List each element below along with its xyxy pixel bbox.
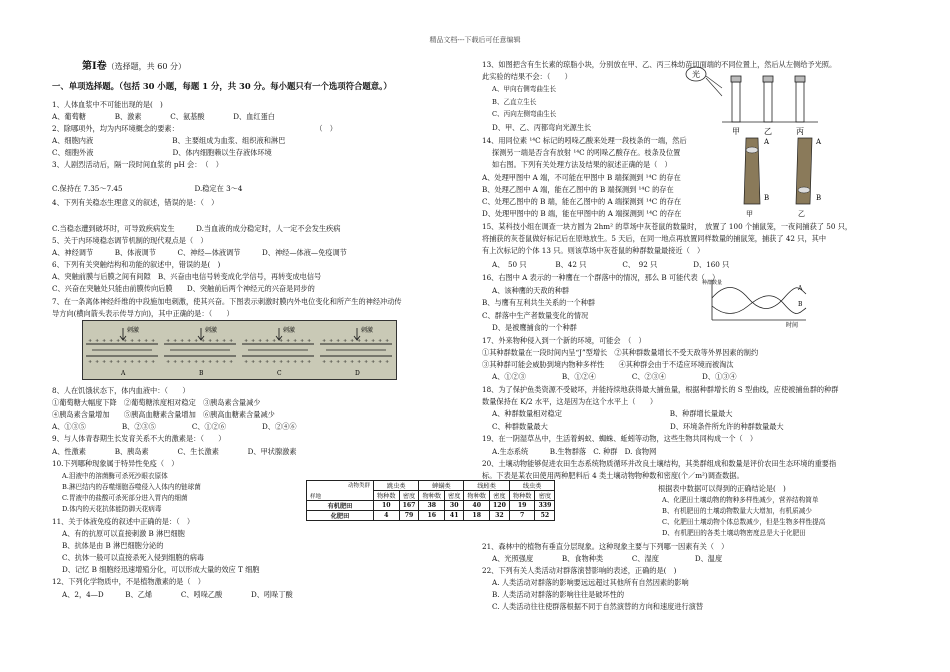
question-line: B、抗体是由 B 淋巴细胞分泌的 — [62, 541, 164, 550]
svg-text:时间: 时间 — [786, 322, 799, 328]
svg-text:+: + — [357, 359, 362, 365]
table-group-header: 蜱螨类 — [419, 481, 464, 491]
seedling-bing-label: 丙 — [796, 127, 804, 136]
question-line: A、2，4—D B、乙烯 C、吲哚乙酸 D、吲哚丁酸 — [62, 590, 293, 599]
question-line: B、与鹰有互利共生关系的一个种群 — [482, 298, 596, 307]
svg-text:+: + — [201, 338, 206, 344]
svg-text:+: + — [343, 359, 348, 365]
stimulus-label: 刺激 — [283, 327, 296, 334]
svg-text:+: + — [95, 359, 100, 365]
question-line: 18、为了保护鱼类资源不受破坏，并能持续地获得最大捕鱼量，根据种群增长的 S 型曲线，应使被捕鱼群的种群 — [482, 385, 839, 394]
svg-text:+: + — [265, 359, 270, 365]
question-line: A、甲向右侧弯曲生长 — [492, 85, 557, 93]
svg-text:+: + — [322, 359, 327, 365]
question-line: A、突触前膜与后膜之间有间隙 B、兴奋由电信号转变成化学信号，再转变成电信号 — [52, 272, 322, 281]
question-line: 此实验的结果不会：（ ） — [482, 72, 572, 81]
page-header: 精品文档---下载后可任意编辑 — [429, 36, 521, 44]
svg-text:+: + — [166, 359, 171, 365]
svg-text:+: + — [272, 359, 277, 365]
question-line: C、处理乙图中的 B 端，能在乙图中的 A 端探测到 ¹⁴C 的存在 — [482, 197, 682, 206]
question-line: D.体内的天花抗体能防御天花病毒 — [62, 505, 162, 513]
question-line: A、种群数量相对稳定 B、种群增长量最大 — [492, 409, 733, 418]
question-line: A、性激素 B、胰岛素 C、生长激素 D、甲状腺激素 — [52, 447, 297, 456]
option-label: A — [121, 370, 126, 377]
table-subheader: 密度 — [535, 491, 555, 501]
question-line: 探测另一端是否含有放射 ¹⁴C 的吲哚乙酸存在。枝条及位置 — [492, 148, 681, 157]
question-line: 3、人剧烈活动后，隔一段时间血浆的 pH 会： （ ） — [52, 160, 223, 169]
svg-text:+: + — [102, 359, 107, 365]
question-line: 16、右图中 A 表示的一种鹰在一个群落中的情况，那么 B 可能代表（ ） — [482, 273, 720, 282]
question-line: 标。下表是某农田使用两种肥料后 4 类土壤动物物种数和密度(个／m²)调查数据。 — [482, 471, 744, 480]
table-subheader: 密度 — [445, 491, 464, 501]
table-subheader: 物种数 — [464, 491, 490, 501]
svg-text:+: + — [350, 359, 355, 365]
question-line: B.淋巴结内的吞噬细胞吞噬侵入人体内的链球菌 — [62, 483, 201, 491]
question-line: 20、土壤动物能够促进农田生态系统物质循环并改良土壤结构，其类群组成和数量是评价农田生态环境的重要指 — [482, 459, 837, 468]
svg-text:+: + — [166, 338, 171, 344]
svg-text:+: + — [88, 359, 93, 365]
svg-text:+: + — [378, 359, 383, 365]
svg-text:+: + — [229, 359, 234, 365]
svg-text:+: + — [300, 338, 305, 344]
question-line: C、细胞外液 D、体内细胞赖以生存液体环境 — [52, 148, 272, 157]
svg-text:+: + — [95, 338, 100, 344]
option-label: C — [277, 370, 282, 377]
svg-text:+: + — [201, 359, 206, 365]
svg-text:+: + — [123, 359, 128, 365]
question-line: A.生态系统 B.生物群落 C. 种群 D. 食物网 — [492, 447, 657, 456]
svg-text:+: + — [144, 338, 149, 344]
question-line: C、抗体一般可以直接杀死入侵到细胞的病毒 — [62, 553, 205, 562]
question-line: A、①②③ B、①②④ C、②③④ D、①③④ — [492, 372, 737, 381]
light-label: 光 — [692, 70, 700, 79]
question-line: A、神经调节 B、体液调节 C、神经—体液调节 D、神经—体液—免疫调节 — [52, 248, 347, 257]
svg-text:+: + — [329, 338, 334, 344]
svg-text:+: + — [102, 338, 107, 344]
svg-text:+: + — [187, 359, 192, 365]
table-row: 化肥田 4 79 16 41 18 32 7 52 — [307, 511, 555, 521]
soil-animal-table — [306, 480, 555, 521]
stimulus-label: 刺激 — [127, 327, 140, 334]
svg-text:+: + — [385, 338, 390, 344]
svg-text:+: + — [258, 338, 263, 344]
svg-text:+: + — [116, 359, 121, 365]
question-line: 5、关于内环境稳态调节机制的现代观点是（ ） — [52, 236, 208, 245]
question-line: D、记忆 B 细胞经迅速增殖分化，可以形成大量的效应 T 细胞 — [62, 565, 260, 574]
question-line: A、化肥田土壤动物的物种多样性减少，营养结构简单 — [662, 496, 819, 504]
svg-text:+: + — [173, 338, 178, 344]
table-group-header: 线虫类 — [509, 481, 554, 491]
svg-text:+: + — [244, 359, 249, 365]
question-line: A、 50 只 B、42 只 C、 92 只 D、160 只 — [492, 260, 730, 269]
question-line: 9、与人体青春期生长发育关系不大的激素是：（ ） — [52, 434, 226, 443]
question-line: 13、如图把含有生长素的琼脂小块，分别放在甲、乙、丙三株幼苗切面端的不同位置上，然后从左侧给予光照。 — [482, 60, 837, 69]
table-subheader: 物种数 — [419, 491, 445, 501]
branch-figure — [732, 134, 842, 220]
question-line: C、兴奋在突触处只能由前膜传向后膜 D、突触前后两个神经元的兴奋是同步的 — [52, 284, 315, 293]
question-line: 4、下列有关稳态生理意义的叙述，错误的是：（ ） — [52, 198, 219, 207]
svg-text:乙: 乙 — [798, 210, 805, 218]
svg-text:A: A — [798, 285, 803, 292]
stimulus-label: 刺激 — [205, 327, 218, 334]
question-line: A. 人类活动对群落的影响要远远超过其他所有自然因素的影响 — [492, 578, 689, 587]
svg-text:+: + — [357, 338, 362, 344]
table-group-header: 跳虫类 — [374, 481, 419, 491]
question-line: 2、除哪项外，均为内环境概念的要素： （ ） — [52, 124, 337, 133]
question-line: C、种群数量最大 D、环境条件所允许的种群数量最大 — [492, 422, 784, 431]
nerve-fiber-figure — [82, 320, 397, 380]
svg-text:+: + — [215, 338, 220, 344]
question-line: 导方向(横向箭头表示传导方向)，其中正确的是：（ ） — [52, 309, 234, 318]
question-line: C. 人类活动往往使群落根据不同于自然演替的方向和速度进行演替 — [492, 602, 704, 611]
svg-text:+: + — [371, 338, 376, 344]
question-line: 1、人体血浆中不可能出现的是( ) — [52, 100, 163, 109]
svg-text:+: + — [279, 359, 284, 365]
svg-text:+: + — [229, 338, 234, 344]
table-group-header: 线蚓类 — [464, 481, 509, 491]
question-line: 如右图。下列有关处理方法及结果的叙述正确的是（ ） — [492, 160, 672, 169]
svg-text:+: + — [286, 338, 291, 344]
option-label: B — [199, 370, 204, 377]
svg-text:+: + — [244, 338, 249, 344]
question-line: A、处理甲图中 A 端，不可能在甲图中 B 端探测到 ¹⁴C 的存在 — [482, 173, 681, 182]
svg-text:B: B — [764, 194, 770, 202]
question-line: 12、下列化学物质中，不是植物激素的是（ ） — [52, 577, 205, 586]
question-line: ①葡萄糖大幅度下降 ②葡萄糖浓度相对稳定 ③胰岛素含量减少 — [52, 398, 261, 407]
svg-text:+: + — [364, 338, 369, 344]
svg-text:+: + — [350, 338, 355, 344]
svg-text:+: + — [300, 359, 305, 365]
table-row: 有机肥田 10 167 38 30 40 120 19 339 — [307, 501, 555, 511]
svg-text:+: + — [293, 359, 298, 365]
question-line: ④胰岛素含量增加 ⑤胰高血糖素含量增加 ⑥胰高血糖素含量减少 — [52, 410, 275, 419]
svg-text:+: + — [251, 359, 256, 365]
option-label: D — [355, 370, 360, 377]
question-line: 根据表中数据可以得到的正确结论是( ) — [658, 484, 786, 493]
svg-text:+: + — [88, 338, 93, 344]
svg-text:+: + — [371, 359, 376, 365]
question-line: 17、外来物种侵入到一个新的环境，可能会 （ ） — [482, 336, 646, 345]
svg-text:+: + — [378, 338, 383, 344]
svg-text:+: + — [208, 359, 213, 365]
question-line: 数量保持在 K/2 水平，这是因为在这个水平上（ ） — [482, 397, 658, 406]
question-line: A、有的抗原可以直接刺激 B 淋巴细胞 — [62, 529, 185, 538]
svg-text:+: + — [385, 359, 390, 365]
svg-text:+: + — [343, 338, 348, 344]
question-line: C、丙向左侧弯曲生长 — [492, 110, 557, 118]
svg-text:+: + — [322, 338, 327, 344]
svg-text:+: + — [187, 338, 192, 344]
svg-text:+: + — [222, 338, 227, 344]
section-heading: 一、单项选择题。（包括 30 小题，每题 1 分，共 30 分。每小题只有一个选项符合题意。） — [52, 81, 392, 91]
svg-text:甲: 甲 — [746, 210, 753, 218]
svg-text:B: B — [816, 194, 822, 202]
svg-text:+: + — [279, 338, 284, 344]
table-subheader: 密度 — [489, 491, 509, 501]
question-line: C.胃液中的盐酸可杀死部分进入胃内的细菌 — [62, 494, 188, 502]
svg-text:+: + — [130, 338, 135, 344]
svg-text:+: + — [180, 338, 185, 344]
question-line: C.当稳态遭到破坏时，可导致疾病发生 D.当血液的成分稳定时，人一定不会发生疾病 — [52, 224, 341, 233]
question-line: D、是被鹰捕食的一个种群 — [492, 323, 577, 332]
question-line: D、甲、乙、丙都弯向光源生长 — [492, 123, 592, 132]
svg-text:+: + — [109, 338, 114, 344]
svg-text:种群数量: 种群数量 — [702, 280, 723, 286]
question-line: B、有机肥田的土壤动物数量大大增加，有机质减少 — [662, 507, 812, 515]
table-subheader: 密度 — [399, 491, 419, 501]
question-line: ③其种群可能会威胁到境内物种多样性 ④其种群会由于不适应环境而被淘汰 — [482, 360, 734, 369]
question-line: C、化肥田土壤动物个体总数减少，但是生物多样性提高 — [662, 518, 826, 526]
svg-text:+: + — [137, 359, 142, 365]
part-title: 第Ⅰ卷（选择题，共 60 分） — [82, 61, 186, 72]
question-line: 7、在一条离体神经纤维的中段施加电刺激，使其兴奋。下图表示刺激时膜内外电位变化和所产生的神经冲动传 — [52, 297, 402, 306]
seedling-jia-label: 甲 — [732, 127, 740, 136]
svg-text:+: + — [265, 338, 270, 344]
svg-text:+: + — [137, 338, 142, 344]
svg-text:+: + — [286, 359, 291, 365]
svg-text:+: + — [109, 359, 114, 365]
question-line: 22、下列有关人类活动对群落演替影响的表述，正确的是( ) — [482, 566, 677, 575]
svg-text:+: + — [336, 359, 341, 365]
question-line: 11、关于体液免疫的叙述中正确的是：（ ） — [52, 517, 195, 526]
svg-text:+: + — [123, 338, 128, 344]
question-line: C.保持在 7.35～7.45 D.稳定在 3～4 — [52, 184, 243, 193]
question-line: D、处理甲图中的 B 端，能在甲图中的 A 端探测到 ¹⁴C 的存在 — [482, 209, 682, 218]
svg-text:A: A — [764, 138, 770, 146]
table-subheader: 物种数 — [374, 491, 400, 501]
svg-text:+: + — [180, 359, 185, 365]
svg-text:+: + — [258, 359, 263, 365]
seedling-figure — [682, 62, 822, 137]
question-line: 14、用同位素 ¹⁴C 标记的吲哚乙酸来处理一段枝条的一端，然后 — [482, 136, 687, 145]
question-line: A、细胞内液 B、主要组成为血浆、组织液和淋巴 — [52, 136, 286, 145]
question-line: 有上次标记的个体 13 只。则该草场中灰苍鼠的种群数量最接近（ ） — [482, 246, 705, 255]
svg-text:+: + — [222, 359, 227, 365]
question-line: B. 人类活动对群落的影响往往是破坏性的 — [492, 590, 625, 599]
table-corner-cell: 动物类群 样地 — [307, 481, 374, 501]
svg-text:+: + — [208, 338, 213, 344]
question-line: 19、在一阴湿草丛中，生活着蚂蚁、蜘蛛、蚯蚓等动物，这些生物共同构成一个（ ） — [482, 434, 758, 443]
question-line: A、葡萄糖 B、激素 C、氨基酸 D、血红蛋白 — [52, 112, 275, 121]
svg-text:+: + — [336, 338, 341, 344]
svg-text:A: A — [816, 138, 822, 146]
question-line: A、光照强度 B、食物种类 C、湿度 D、温度 — [492, 554, 723, 563]
table-subheader: 物种数 — [509, 491, 535, 501]
question-line: 6、下列有关突触结构和功能的叙述中，错误的是( ) — [52, 260, 221, 269]
question-line: D、有机肥田的各类土壤动物密度总是大于化肥田 — [662, 529, 806, 537]
question-line: B、处理乙图中 A 端，能在乙图中的 B 端探测到 ¹⁴C 的存在 — [482, 185, 674, 194]
svg-text:+: + — [144, 359, 149, 365]
svg-text:+: + — [151, 359, 156, 365]
question-line: A、该种鹰的天敌的种群 — [492, 286, 570, 295]
stimulus-label: 刺激 — [361, 327, 374, 334]
seedling-yi-label: 乙 — [764, 127, 772, 136]
svg-text:+: + — [173, 359, 178, 365]
svg-text:+: + — [307, 359, 312, 365]
question-line: A、①③⑤ B、②③⑤ C、①②⑥ D、②④⑥ — [52, 422, 297, 431]
svg-text:+: + — [194, 359, 199, 365]
svg-text:+: + — [116, 338, 121, 344]
question-line: 15、某科技小组在调查一块方圆为 2hm² 的草场中灰苍鼠的数量时， 放置了 100 个捕鼠笼，一夜间捕获了 50 只， — [482, 222, 853, 231]
question-line: B、乙直立生长 — [492, 98, 537, 106]
svg-text:+: + — [215, 359, 220, 365]
svg-text:+: + — [293, 338, 298, 344]
svg-text:+: + — [329, 359, 334, 365]
question-line: 10.下列哪种现象属于特异性免疫（ ） — [52, 459, 179, 468]
question-line: C、群落中生产者数量变化的情况 — [482, 311, 589, 320]
svg-text:+: + — [307, 338, 312, 344]
question-line: 将捕获的灰苍鼠做好标记后在原地放生。5 天后，在同一地点再放置同样数量的捕鼠笼，捕获了 42 只，其中 — [482, 234, 827, 243]
population-curve-figure — [702, 276, 812, 328]
svg-text:+: + — [194, 338, 199, 344]
svg-text:+: + — [151, 338, 156, 344]
svg-text:B: B — [798, 301, 803, 308]
svg-text:+: + — [251, 338, 256, 344]
question-line: ①其种群数量在一段时间内呈“J”型增长 ②其种群数量增长不受天敌等外界因素的制约 — [482, 348, 759, 357]
svg-text:+: + — [130, 359, 135, 365]
question-line: A.泪液中的溶菌酶可杀死沙眼衣原体 — [62, 472, 168, 480]
question-line: 21、森林中的植物有垂直分层现象。这种现象主要与下列哪一因素有关（ ） — [482, 542, 729, 551]
svg-text:+: + — [364, 359, 369, 365]
question-line: 8、人在饥饿状态下，体内血液中：（ ） — [52, 386, 190, 395]
svg-text:+: + — [272, 338, 277, 344]
